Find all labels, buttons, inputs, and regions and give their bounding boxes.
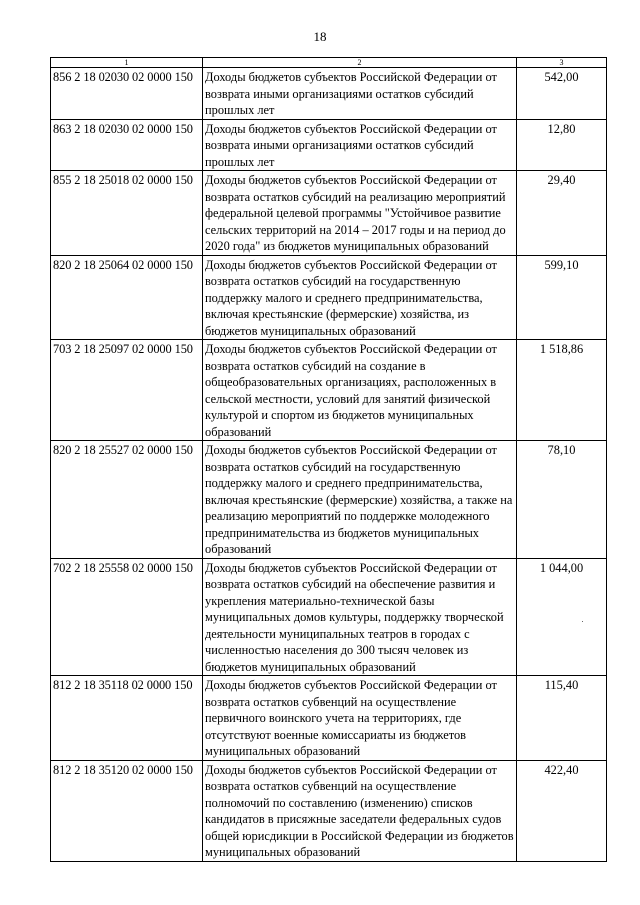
table-row <box>51 441 607 559</box>
row-amount: 1 518,86 <box>517 340 607 441</box>
row-amount: 78,10 <box>517 441 607 559</box>
table-row <box>51 340 607 441</box>
row-code: 863 2 18 02030 02 0000 150 <box>51 119 203 171</box>
row-amount: 29,40 <box>517 171 607 256</box>
row-amount: 599,10 <box>517 255 607 340</box>
row-amount: 12,80 <box>517 119 607 171</box>
row-code: 855 2 18 25018 02 0000 150 <box>51 171 203 256</box>
row-description: Доходы бюджетов субъектов Российской Федерации от возврата остатков субсидий на государственную поддержку малого и среднего предпринимательства, включая крестьянские (фермерские) хозяйства, а также на реализацию мероприятий по поддержке молодежного предпринимательства из бюджетов муниципальных образований <box>203 441 517 559</box>
table-row <box>51 676 607 761</box>
row-amount: 422,40 <box>517 760 607 861</box>
row-code: 812 2 18 35118 02 0000 150 <box>51 676 203 761</box>
column-header-amount: 3 <box>517 58 607 68</box>
row-code: 703 2 18 25097 02 0000 150 <box>51 340 203 441</box>
row-description: Доходы бюджетов субъектов Российской Федерации от возврата остатков субвенций на осуществление первичного воинского учета на территориях, где отсутствуют военные комиссариаты из бюджетов муниципальных образований <box>203 676 517 761</box>
table-row <box>51 68 607 120</box>
table-row <box>51 760 607 861</box>
budget-revenue-table <box>50 57 607 862</box>
scan-speck <box>582 621 583 622</box>
row-description: Доходы бюджетов субъектов Российской Федерации от возврата остатков субсидий на реализацию мероприятий федеральной целевой программы "Устойчивое развитие сельских территорий на 2014 – 2017 годы и на период до 2020 года" из бюджетов муниципальных образований <box>203 171 517 256</box>
table-row <box>51 119 607 171</box>
row-code: 820 2 18 25527 02 0000 150 <box>51 441 203 559</box>
row-code: 856 2 18 02030 02 0000 150 <box>51 68 203 120</box>
row-description: Доходы бюджетов субъектов Российской Федерации от возврата иными организациями остатков субсидий прошлых лет <box>203 119 517 171</box>
row-code: 820 2 18 25064 02 0000 150 <box>51 255 203 340</box>
row-description: Доходы бюджетов субъектов Российской Федерации от возврата остатков субсидий на обеспечение развития и укрепления материально-технической базы муниципальных домов культуры, поддержку творческой деятельности муниципальных театров в городах с численностью населения до 300 тысяч человек из бюджетов муниципальных образований <box>203 558 517 676</box>
row-code: 702 2 18 25558 02 0000 150 <box>51 558 203 676</box>
row-amount: 1 044,00 <box>517 558 607 676</box>
column-header-code: 1 <box>51 58 203 68</box>
table-row <box>51 255 607 340</box>
page-number: 18 <box>313 29 327 44</box>
table-row <box>51 171 607 256</box>
table-row <box>51 558 607 676</box>
row-code: 812 2 18 35120 02 0000 150 <box>51 760 203 861</box>
row-description: Доходы бюджетов субъектов Российской Федерации от возврата остатков субвенций на осуществление полномочий по составлению (изменению) списков кандидатов в присяжные заседатели федеральных судов общей юрисдикции в Российской Федерации из бюджетов муниципальных образований <box>203 760 517 861</box>
row-description: Доходы бюджетов субъектов Российской Федерации от возврата иными организациями остатков субсидий прошлых лет <box>203 68 517 120</box>
row-amount: 542,00 <box>517 68 607 120</box>
column-number-row <box>51 58 607 68</box>
row-description: Доходы бюджетов субъектов Российской Федерации от возврата остатков субсидий на государственную поддержку малого и среднего предпринимательства, включая крестьянские (фермерские) хозяйства, из бюджетов муниципальных образований <box>203 255 517 340</box>
column-header-description: 2 <box>203 58 517 68</box>
row-amount: 115,40 <box>517 676 607 761</box>
row-description: Доходы бюджетов субъектов Российской Федерации от возврата остатков субсидий на создание в общеобразовательных организациях, расположенных в сельской местности, условий для занятий физической культурой и спортом из бюджетов муниципальных образований <box>203 340 517 441</box>
